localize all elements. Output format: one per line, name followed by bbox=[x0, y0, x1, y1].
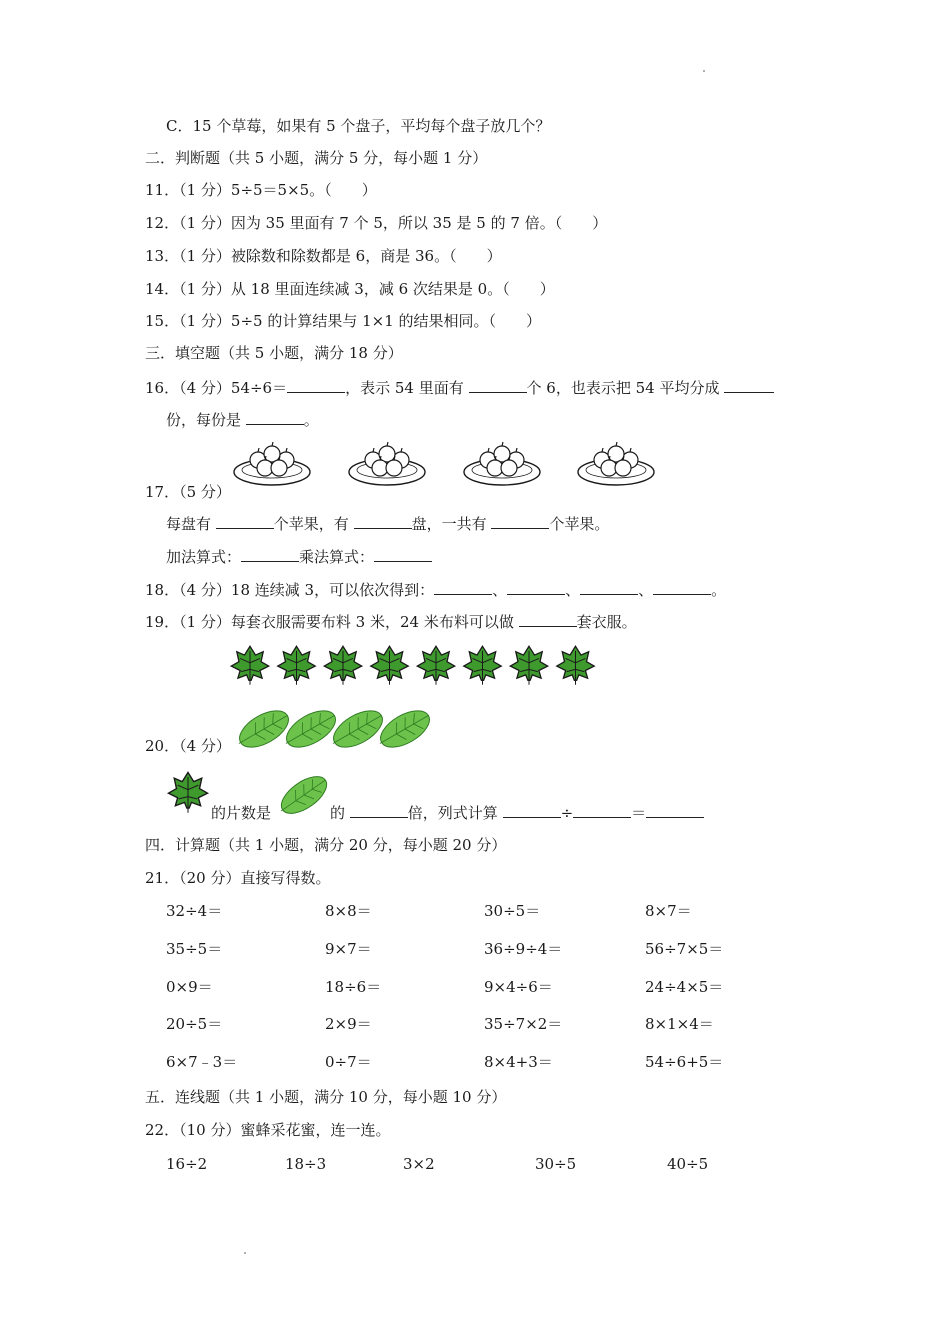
q19-text-1: 19．（1 分）每套衣服需要布料 3 米，24 米布料可以做 bbox=[145, 613, 519, 631]
section-5-heading: 五．连线题（共 1 小题，满分 10 分，每小题 10 分） bbox=[145, 1088, 507, 1106]
oval-leaf-icon bbox=[279, 703, 341, 755]
q19-text-2: 套衣服。 bbox=[576, 613, 637, 631]
question-19 bbox=[145, 612, 637, 632]
calc-problem: 2×9＝ bbox=[325, 1015, 372, 1033]
answer-blank[interactable] bbox=[374, 547, 432, 562]
q20-label: 20．（4 分） bbox=[145, 737, 231, 755]
q16-text-5: 。 bbox=[303, 411, 319, 429]
answer-blank[interactable] bbox=[246, 410, 304, 425]
oval-leaf-icon bbox=[373, 703, 435, 755]
question-16 bbox=[145, 378, 774, 398]
calc-problem: 0÷7＝ bbox=[325, 1053, 372, 1071]
question-20-text-2 bbox=[330, 803, 704, 823]
calc-problem: 9×4÷6＝ bbox=[484, 978, 553, 996]
calc-problem: 18÷6＝ bbox=[325, 978, 382, 996]
q18-text: 18．（4 分）18 连续减 3，可以依次得到： bbox=[145, 581, 435, 599]
question-12: 12．（1 分）因为 35 里面有 7 个 5，所以 35 是 5 的 7 倍。（ ） bbox=[145, 214, 608, 232]
match-expression[interactable]: 30÷5 bbox=[535, 1155, 577, 1173]
question-17-line-2 bbox=[166, 547, 432, 567]
answer-blank[interactable] bbox=[653, 580, 711, 595]
calc-problem: 24÷4×5＝ bbox=[645, 978, 724, 996]
separator: 、 bbox=[565, 581, 581, 599]
answer-blank[interactable] bbox=[503, 803, 561, 818]
calc-problem: 8×1×4＝ bbox=[645, 1015, 714, 1033]
answer-blank[interactable] bbox=[216, 514, 274, 529]
q10-option-c: C．15 个草莓，如果有 5 个盘子，平均每个盘子放几个？ bbox=[166, 117, 551, 135]
q20-text-1: 的片数是 bbox=[211, 804, 272, 822]
q17-text-4: 个苹果。 bbox=[549, 515, 610, 533]
answer-blank[interactable] bbox=[287, 378, 345, 393]
maple-leaf-icon bbox=[231, 646, 268, 685]
q16-text-2: ，表示 54 里面有 bbox=[345, 379, 469, 397]
calc-problem: 20÷5＝ bbox=[166, 1015, 223, 1033]
q16-text-4: 份，每份是 bbox=[166, 411, 246, 429]
calc-problem: 32÷4＝ bbox=[166, 902, 223, 920]
oval-leaf-icon bbox=[276, 773, 332, 817]
match-expression[interactable]: 16÷2 bbox=[166, 1155, 208, 1173]
apple-plate-icon bbox=[464, 442, 540, 485]
equals-sign: ＝ bbox=[631, 804, 647, 822]
answer-blank[interactable] bbox=[354, 514, 412, 529]
maple-leaves-row bbox=[228, 640, 598, 690]
calc-problem: 36÷9÷4＝ bbox=[484, 940, 563, 958]
divide-sign: ÷ bbox=[560, 804, 574, 822]
calc-problem: 0×9＝ bbox=[166, 978, 213, 996]
q17-label: 17．（5 分） bbox=[145, 483, 231, 501]
scan-dot bbox=[244, 1252, 246, 1254]
maple-leaf-icon bbox=[557, 646, 594, 685]
match-expression[interactable]: 40÷5 bbox=[667, 1155, 709, 1173]
answer-blank[interactable] bbox=[434, 580, 492, 595]
question-16-cont bbox=[166, 410, 319, 430]
q16-text-3: 个 6，也表示把 54 平均分成 bbox=[526, 379, 725, 397]
separator: 、 bbox=[492, 581, 508, 599]
q17-mul-label: 乘法算式： bbox=[299, 548, 375, 566]
q17-text-1: 每盘有 bbox=[166, 515, 216, 533]
question-22: 22．（10 分）蜜蜂采花蜜，连一连。 bbox=[145, 1121, 391, 1139]
period: 。 bbox=[711, 581, 727, 599]
answer-blank[interactable] bbox=[580, 580, 638, 595]
question-21: 21．（20 分）直接写得数。 bbox=[145, 869, 331, 887]
q17-text-3: 盘，一共有 bbox=[411, 515, 492, 533]
answer-blank[interactable] bbox=[469, 378, 527, 393]
section-2-heading: 二．判断题（共 5 小题，满分 5 分，每小题 1 分） bbox=[145, 149, 488, 167]
calc-problem: 6×7﹣3＝ bbox=[166, 1053, 238, 1071]
oval-leaves-row bbox=[236, 704, 446, 754]
answer-blank[interactable] bbox=[519, 612, 577, 627]
question-13: 13．（1 分）被除数和除数都是 6，商是 36。（ ） bbox=[145, 247, 502, 265]
separator: 、 bbox=[638, 581, 654, 599]
calc-problem: 30÷5＝ bbox=[484, 902, 541, 920]
calc-problem: 35÷5＝ bbox=[166, 940, 223, 958]
section-3-heading: 三．填空题（共 5 小题，满分 18 分） bbox=[145, 344, 403, 362]
q17-text-2: 个苹果，有 bbox=[273, 515, 354, 533]
calc-problem: 9×7＝ bbox=[325, 940, 372, 958]
answer-blank[interactable] bbox=[724, 378, 774, 393]
maple-leaf-icon bbox=[166, 768, 210, 814]
oval-leaf-icon bbox=[326, 703, 388, 755]
maple-leaf-icon bbox=[371, 646, 408, 685]
calc-problem: 35÷7×2＝ bbox=[484, 1015, 563, 1033]
calc-problem: 8×4+3＝ bbox=[484, 1053, 553, 1071]
calc-problem: 56÷7×5＝ bbox=[645, 940, 724, 958]
maple-leaf-icon bbox=[278, 646, 315, 685]
section-4-heading: 四．计算题（共 1 小题，满分 20 分，每小题 20 分） bbox=[145, 836, 507, 854]
q20-text-2: 的 bbox=[330, 804, 350, 822]
question-18 bbox=[145, 580, 726, 600]
question-11: 11．（1 分）5÷5＝5×5。（ ） bbox=[145, 181, 377, 199]
question-17-line-1 bbox=[166, 514, 609, 534]
scan-dot bbox=[703, 70, 705, 72]
answer-blank[interactable] bbox=[491, 514, 549, 529]
answer-blank[interactable] bbox=[573, 803, 631, 818]
maple-leaf-icon bbox=[417, 646, 454, 685]
answer-blank[interactable] bbox=[350, 803, 408, 818]
question-20-text bbox=[211, 803, 271, 823]
maple-leaf-icon bbox=[464, 646, 501, 685]
q17-add-label: 加法算式： bbox=[166, 548, 242, 566]
question-14: 14．（1 分）从 18 里面连续减 3，减 6 次结果是 0。（ ） bbox=[145, 280, 555, 298]
match-expression[interactable]: 3×2 bbox=[403, 1155, 435, 1173]
maple-leaf-icon bbox=[510, 646, 547, 685]
apple-plate-icon bbox=[349, 442, 425, 485]
answer-blank[interactable] bbox=[646, 803, 704, 818]
calc-problem: 8×7＝ bbox=[645, 902, 692, 920]
maple-leaf-icon bbox=[324, 646, 361, 685]
q20-text-3: 倍，列式计算 bbox=[407, 804, 503, 822]
answer-blank[interactable] bbox=[507, 580, 565, 595]
q16-text-1: 16．（4 分）54÷6＝ bbox=[145, 379, 288, 397]
apple-plates-figure bbox=[232, 442, 672, 492]
answer-blank[interactable] bbox=[241, 547, 299, 562]
question-15: 15．（1 分）5÷5 的计算结果与 1×1 的结果相同。（ ） bbox=[145, 312, 542, 330]
oval-leaf-icon bbox=[232, 703, 294, 755]
apple-plate-icon bbox=[578, 442, 654, 485]
match-expression[interactable]: 18÷3 bbox=[285, 1155, 327, 1173]
apple-plate-icon bbox=[234, 442, 310, 485]
calc-problem: 8×8＝ bbox=[325, 902, 372, 920]
calc-problem: 54÷6+5＝ bbox=[645, 1053, 724, 1071]
